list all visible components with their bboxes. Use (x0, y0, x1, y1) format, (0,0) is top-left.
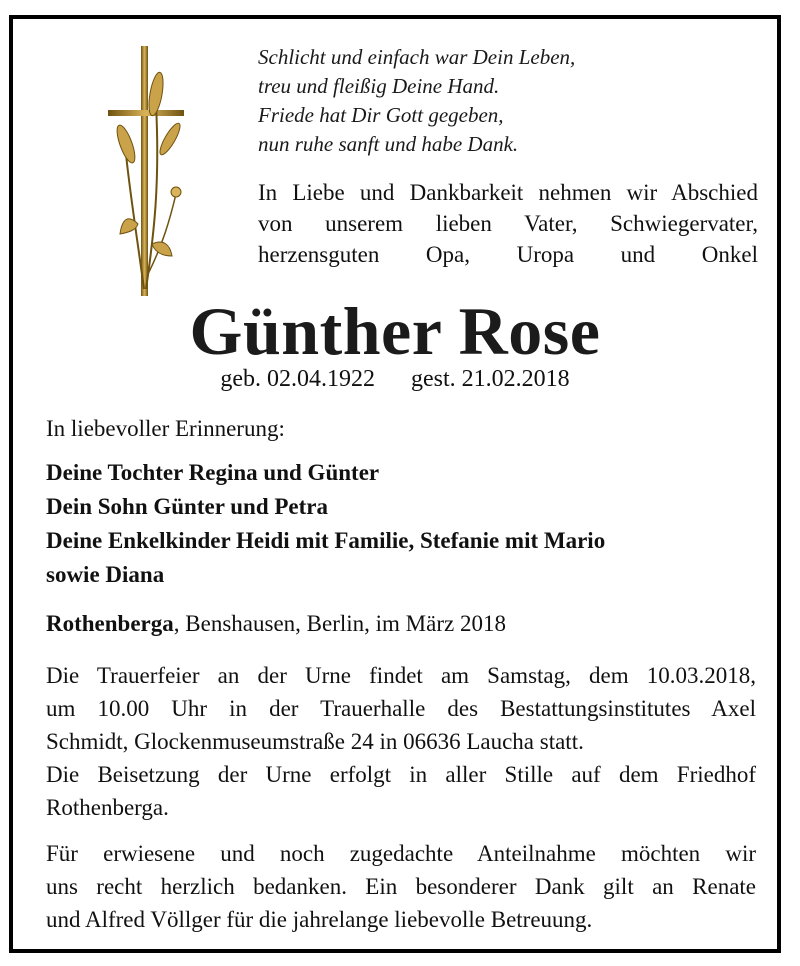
family-line: sowie Diana (46, 562, 165, 587)
intro-line: von unserem lieben Vater, Schwiegervater, (258, 211, 758, 236)
funeral-line: Die Trauerfeier an der Urne findet am Samstag, dem 10.03.2018, (46, 663, 756, 688)
death-date: gest. 21.02.2018 (410, 366, 570, 392)
poem-line: nun ruhe sanft und habe Dank. (258, 132, 519, 156)
funeral-info (46, 659, 756, 824)
place-and-date (46, 609, 506, 639)
place-rest: , Benshausen, Berlin, im März 2018 (173, 611, 506, 636)
deceased-name: Günther Rose (189, 293, 601, 369)
poem-line: treu und fleißig Deine Hand. (258, 74, 500, 98)
poem-line: Schlicht und einfach war Dein Leben, (258, 45, 576, 69)
thanks-text (46, 837, 756, 936)
family-line: Deine Enkelkinder Heidi mit Familie, Stefanie mit Mario (46, 528, 606, 553)
place-bold: Rothenberga (46, 611, 174, 636)
poem-line: Friede hat Dir Gott gegeben, (258, 103, 504, 127)
funeral-line: Schmidt, Glockenmuseumstraße 24 in 06636 Laucha statt. (46, 729, 584, 754)
funeral-line: Die Beisetzung der Urne erfolgt in aller Stille auf dem Friedhof (46, 762, 756, 787)
poem (258, 43, 758, 159)
family-list (46, 456, 746, 592)
family-line: Deine Tochter Regina und Günter (46, 460, 380, 485)
cross-with-wheat-icon (108, 44, 188, 299)
intro-line: In Liebe und Dankbarkeit nehmen wir Abschied (258, 180, 758, 205)
thanks-line: uns recht herzlich bedanken. Ein besonderer Dank gilt an Renate (46, 874, 756, 899)
intro-text (258, 177, 758, 270)
funeral-line: um 10.00 Uhr in der Trauerhalle des Bestattungsinstitutes Axel (46, 696, 756, 721)
obituary-notice (9, 15, 781, 953)
thanks-line: Für erwiesene und noch zugedachte Anteilnahme möchten wir (46, 841, 756, 866)
family-line: Dein Sohn Günter und Petra (46, 494, 329, 519)
intro-line: herzensguten Opa, Uropa und Onkel (258, 242, 758, 267)
memory-heading: In liebevoller Erinnerung: (46, 416, 285, 441)
birth-date: geb. 02.04.1922 (220, 366, 375, 392)
funeral-line: Rothenberga. (46, 795, 169, 820)
thanks-line: und Alfred Völlger für die jahrelange liebevolle Betreuung. (46, 907, 593, 932)
life-dates (13, 364, 777, 394)
